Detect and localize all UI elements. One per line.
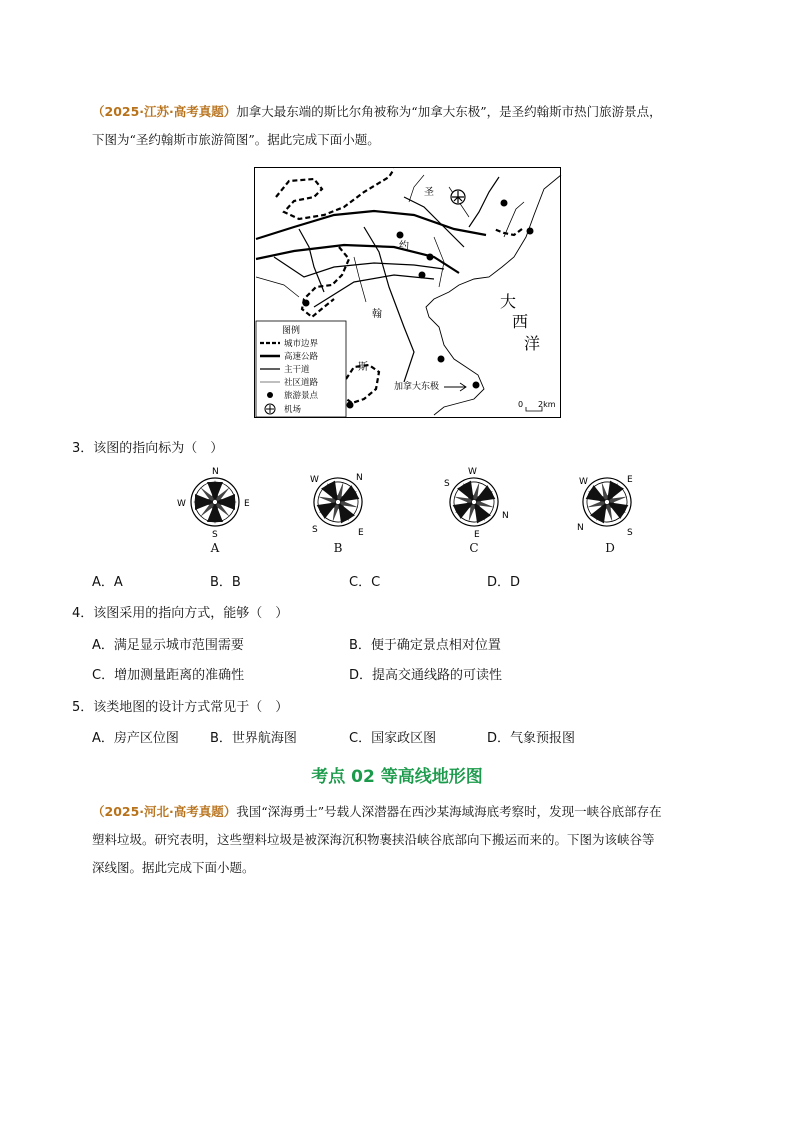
section-heading: 考点 02 等高线地形图 <box>311 767 483 787</box>
compass-b <box>305 469 371 538</box>
q5-option-a: A．房产区位图 <box>92 731 179 746</box>
compass-c <box>441 467 509 540</box>
label-da: 大 <box>500 292 517 311</box>
q3-option-b: B．B <box>210 575 241 590</box>
label-yang: 洋 <box>524 334 541 353</box>
dir-w: W <box>310 475 319 485</box>
dir-e: E <box>244 499 250 509</box>
intro-paragraph-2 <box>92 798 722 882</box>
tourism-map <box>254 167 562 419</box>
dir-e: E <box>627 475 633 485</box>
legend-item: 城市边界 <box>284 339 319 349</box>
intro-text-2: 下图为“圣约翰斯市旅游简图”。据此完成下面小题。 <box>92 132 380 147</box>
dir-w: W <box>579 477 588 487</box>
compass-label-d: D <box>605 541 615 555</box>
label-east-pole: 加拿大东极 <box>394 382 440 392</box>
dir-s: S <box>312 525 318 535</box>
dir-s: S <box>627 528 633 538</box>
intro-text: 我国“深海勇士”号载人深潜器在西沙某海域海底考察时，发现一峡谷底部存在 <box>236 804 662 819</box>
compass-a <box>177 467 250 540</box>
dir-n: N <box>502 511 509 521</box>
intro-text-3: 深线图。据此完成下面小题。 <box>92 860 255 875</box>
intro-text-2: 塑料垃圾。研究表明，这些塑料垃圾是被深海沉积物裹挟沿峡谷底部向下搬运而来的。下图为该峡谷等 <box>92 832 655 847</box>
q5-option-b: B．世界航海图 <box>210 731 297 746</box>
dir-w: W <box>468 467 477 477</box>
dir-n: N <box>577 523 584 533</box>
legend-title: 图例 <box>282 326 301 336</box>
dir-s: S <box>212 530 218 540</box>
compass-label-a: A <box>210 541 220 555</box>
question-4-stem: 4．该图采用的指向方式，能够（ ） <box>72 606 289 621</box>
dir-n: N <box>212 467 219 477</box>
source-tag: （2025·江苏·高考真题） <box>92 104 237 119</box>
legend-item: 机场 <box>284 405 302 415</box>
legend-item: 主干道 <box>284 365 310 375</box>
question-5-stem: 5．该类地图的设计方式常见于（ ） <box>72 700 289 715</box>
label-xi: 西 <box>512 312 529 331</box>
label-si: 斯 <box>358 362 368 373</box>
scale-end: 2km <box>538 400 556 409</box>
q3-option-d: D．D <box>487 575 521 590</box>
compass-options <box>170 462 650 542</box>
q4-option-a: A．满足显示城市范围需要 <box>92 638 244 653</box>
intro-paragraph-1 <box>92 98 722 154</box>
compass-d <box>574 469 640 538</box>
compass-label-b: B <box>333 541 343 555</box>
q3-option-c: C．C <box>349 575 381 590</box>
q5-option-c: C．国家政区图 <box>349 731 437 746</box>
question-3-stem: 3．该图的指向标为（ ） <box>72 441 224 456</box>
dir-w: W <box>177 499 186 509</box>
dir-n: N <box>356 473 363 483</box>
label-han: 翰 <box>372 309 382 320</box>
label-yue: 约 <box>399 241 409 252</box>
q5-option-d: D．气象预报图 <box>487 731 576 746</box>
intro-text: 加拿大最东端的斯比尔角被称为“加拿大东极”，是圣约翰斯市热门旅游景点， <box>236 104 662 119</box>
dir-e: E <box>474 530 480 540</box>
scale-zero: 0 <box>518 400 524 409</box>
label-sheng: 圣 <box>424 187 434 198</box>
q4-option-c: C．增加测量距离的准确性 <box>92 668 245 683</box>
q4-option-d: D．提高交通线路的可读性 <box>349 668 503 683</box>
legend-item: 高速公路 <box>284 352 319 362</box>
legend-item: 旅游景点 <box>284 391 319 401</box>
dir-e: E <box>358 528 364 538</box>
legend-item: 社区道路 <box>284 378 319 388</box>
map-legend <box>256 321 346 417</box>
dir-s: S <box>444 479 450 489</box>
q3-option-a: A．A <box>92 575 123 590</box>
q4-option-b: B．便于确定景点相对位置 <box>349 638 501 653</box>
compass-label-c: C <box>469 541 479 555</box>
source-tag: （2025·河北·高考真题） <box>92 804 237 819</box>
